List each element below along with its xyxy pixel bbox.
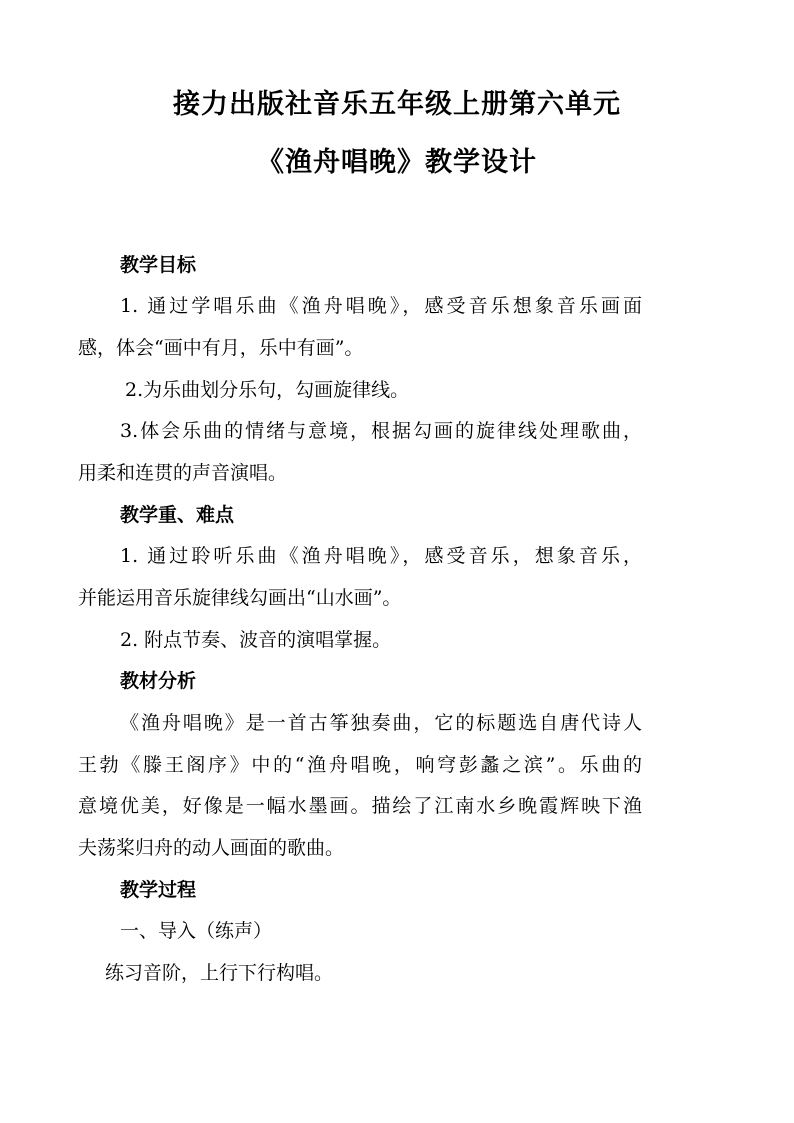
section-heading-teaching-process: 教学过程 (120, 879, 197, 901)
process-step-1-text: 练习音阶，上行下行构唱。 (105, 962, 334, 984)
analysis-line-1: 《渔舟唱晚》是一首古筝独奏曲，它的标题选自唐代诗人 (120, 712, 642, 734)
objective-1-line-1: 1. 通过学唱乐曲《渔舟唱晚》，感受音乐想象音乐画面 (120, 295, 642, 317)
document-subtitle: 《渔舟唱晚》教学设计 (257, 147, 537, 178)
key-point-1-line-2: 并能运用音乐旋律线勾画出“山水画”。 (78, 587, 402, 609)
objective-2: 2.为乐曲划分乐句，勾画旋律线。 (125, 379, 410, 401)
analysis-line-4: 夫荡桨归舟的动人画面的歌曲。 (78, 837, 345, 859)
process-step-1-heading: 一、导入（练声） (120, 920, 273, 942)
section-heading-key-points: 教学重、难点 (120, 504, 235, 526)
key-point-1-line-1: 1. 通过聆听乐曲《渔舟唱晚》，感受音乐，想象音乐， (120, 545, 642, 567)
analysis-line-3: 意境优美，好像是一幅水墨画。描绘了江南水乡晚霞辉映下渔 (78, 795, 642, 817)
objective-3-line-2: 用柔和连贯的声音演唱。 (78, 462, 288, 484)
objective-1-line-2: 感，体会“画中有月，乐中有画”。 (78, 337, 364, 359)
section-heading-material-analysis: 教材分析 (120, 670, 197, 692)
objective-3-line-1: 3.体会乐曲的情绪与意境，根据勾画的旋律线处理歌曲， (120, 420, 642, 442)
document-title: 接力出版社音乐五年级上册第六单元 (173, 89, 621, 120)
analysis-line-2: 王勃《滕王阁序》中的“渔舟唱晚，响穹彭蠡之滨”。乐曲的 (78, 754, 642, 776)
section-heading-objectives: 教学目标 (120, 254, 197, 276)
key-point-2: 2. 附点节奏、波音的演唱掌握。 (120, 629, 392, 651)
